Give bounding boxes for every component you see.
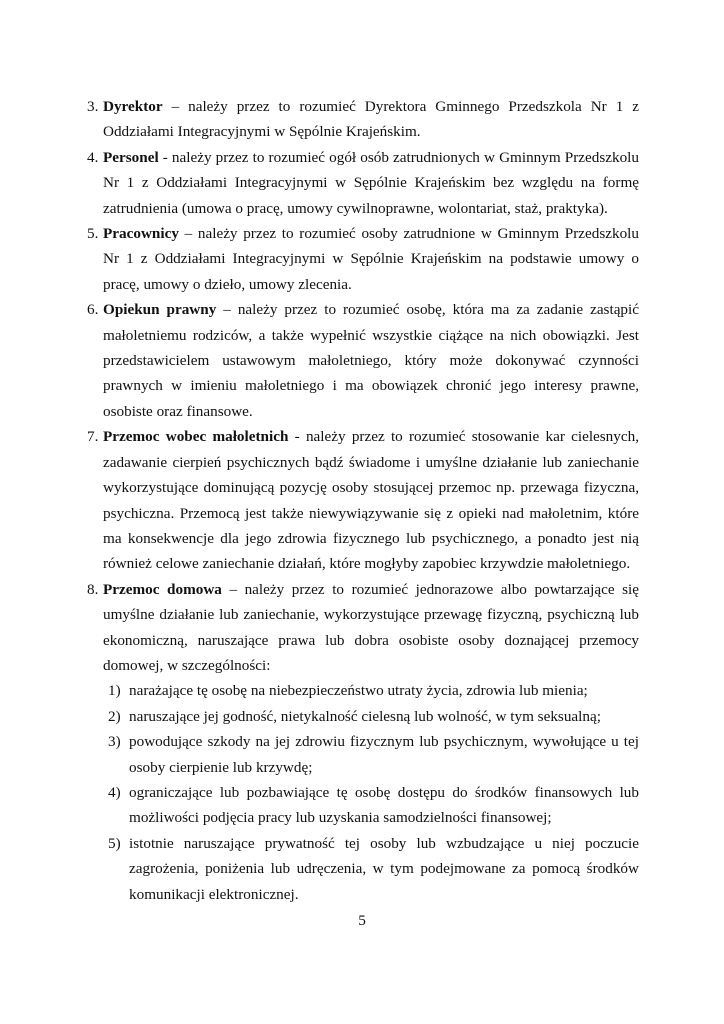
definition-item <box>87 297 639 424</box>
definition-text: – należy przez to rozumieć Dyrektora Gminnego Przedszkola Nr 1 z Oddziałami Integracyjnymi w Sępólnie Krajeńskim. <box>103 98 639 141</box>
definition-item <box>87 94 639 145</box>
subitem-number: 5) <box>108 834 121 852</box>
subitem-number: 4) <box>108 783 121 801</box>
subitem-text: powodujące szkody na jej zdrowiu fizycznym lub psychicznym, wywołujące u tej osoby cierpienie lub krzywdę; <box>129 733 639 776</box>
subitem-text: naruszające jej godność, nietykalność cielesną lub wolność, w tym seksualną; <box>129 707 601 725</box>
subitem-number: 2) <box>108 707 121 725</box>
subitem <box>103 678 639 703</box>
definition-text: – należy przez to rozumieć jednorazowe albo powtarzające się umyślne działanie lub zaniechanie, wykorzystujące przewagę fizyczną, psychiczną lub ekonomiczną, naruszające prawa lub dobra osobiste osoby doznającej przemocy domowej, w szczególności: <box>103 580 639 674</box>
subitem <box>103 729 639 780</box>
item-number: 7. <box>87 428 99 446</box>
subitem <box>103 704 639 729</box>
definition-term: Pracownicy <box>103 225 179 243</box>
definition-text: - należy przez to rozumieć ogół osób zatrudnionych w Gminnym Przedszkolu Nr 1 z Oddziałami Integracyjnymi w Sępólnie Krajeńskim bez względu na formę zatrudnienia (umowa o pracę, umowy cywilnoprawne, wolontariat, staż, praktyka). <box>103 148 639 217</box>
subitem <box>103 780 639 831</box>
definition-term: Opiekun prawny <box>103 301 217 319</box>
subitems-list <box>103 678 639 907</box>
definition-item <box>87 145 639 221</box>
subitem-number: 1) <box>108 682 121 700</box>
subitem <box>103 831 639 907</box>
definition-text: – należy przez to rozumieć osoby zatrudnione w Gminnym Przedszkolu Nr 1 z Oddziałami Integracyjnymi w Sępólnie Krajeńskim na podstawie umowy o pracę, umowy o dzieło, umowy zlecenia. <box>103 225 639 293</box>
definition-item <box>87 577 639 907</box>
subitem-text: ograniczające lub pozbawiające tę osobę dostępu do środków finansowych lub możliwości podjęcia pracy lub uzyskania samodzielności finansowej; <box>129 783 639 827</box>
definition-item <box>87 424 639 576</box>
definition-item <box>87 221 639 297</box>
definition-text: – należy przez to rozumieć osobę, która ma za zadanie zastąpić małoletniemu rodziców, a także wypełnić wszystkie ciążące na nich obowiązki. Jest przedstawicielem ustawowym małoletniego, który może dokonywać czynności prawnych w imieniu małoletniego i ma obowiązek chronić jego interesy prawne, osobiste oraz finansowe. <box>103 301 639 420</box>
item-number: 4. <box>87 148 99 166</box>
definition-term: Dyrektor <box>103 98 163 115</box>
item-number: 5. <box>87 225 99 243</box>
definition-term: Przemoc wobec małoletnich <box>103 428 289 446</box>
subitem-text: narażające tę osobę na niebezpieczeństwo utraty życia, zdrowia lub mienia; <box>129 682 588 700</box>
document-body <box>87 94 639 907</box>
definition-text: - należy przez to rozumieć stosowanie kar cielesnych, zadawanie cierpień psychicznych bądź świadome i umyślne działanie lub zaniechanie wykorzystujące dominującą pozycję osoby stosującej przemoc np. przewaga fizyczna, psychiczna. Przemocą jest także niewywiązywanie się z opieki nad małoletnim, które ma konsekwencje dla jego zdrowia fizycznego lub psychicznego, a ponadto jest nią również celowe zaniechanie działań, które mogłyby zapobiec krzywdzie małoletniego. <box>103 428 640 573</box>
subitem-text: istotnie naruszające prywatność tej osoby lub wzbudzające u niej poczucie zagrożenia, poniżenia lub udręczenia, w tym podejmowane za pomocą środków komunikacji elektronicznej. <box>129 834 639 903</box>
item-number: 3. <box>87 98 99 115</box>
page-number: 5 <box>358 912 366 929</box>
definitions-list <box>87 94 639 907</box>
definition-term: Przemoc domowa <box>103 580 222 598</box>
item-number: 8. <box>87 580 99 598</box>
item-number: 6. <box>87 301 99 319</box>
subitem-number: 3) <box>108 733 121 751</box>
definition-term: Personel <box>103 148 159 166</box>
